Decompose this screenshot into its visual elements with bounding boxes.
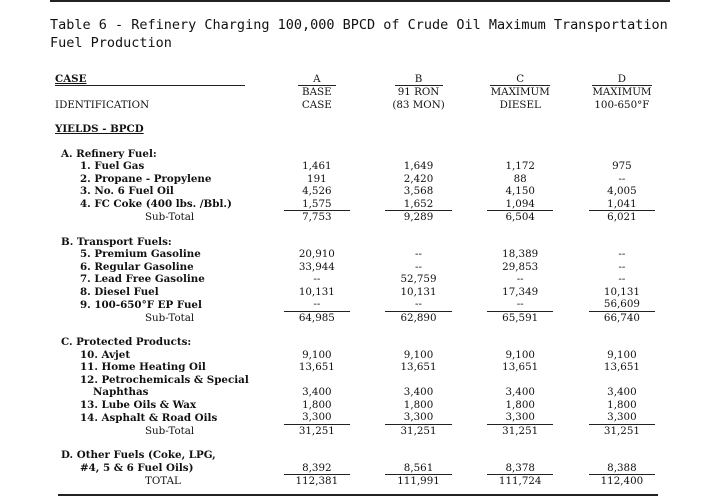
subtotal-cell: 62,890 [400, 311, 437, 324]
cell: 1,575 [284, 198, 350, 211]
subtotal-cell: 31,251 [603, 424, 640, 437]
subtotal-cell: 6,504 [505, 211, 535, 223]
total-cell: 111,724 [498, 475, 542, 487]
row-label: 14. Asphalt & Road Oils [80, 411, 218, 424]
row-label: 2. Propane - Propylene [80, 172, 212, 185]
table-caption [50, 16, 690, 52]
cell: 3,300 [589, 411, 655, 424]
subtotal-cell: 31,251 [298, 424, 335, 437]
total-cell: 112,400 [600, 475, 644, 487]
col-d-line2: 100-650°F [594, 98, 650, 111]
col-b-line2: (83 MON) [392, 98, 445, 111]
col-b-header [385, 62, 451, 86]
cell: -- [516, 273, 524, 285]
cell: 3,400 [607, 386, 637, 398]
cell: 3,400 [505, 386, 535, 398]
cell: 18,389 [502, 248, 539, 260]
table-row [55, 361, 655, 374]
yields-label: YIELDS - BPCD [55, 123, 144, 135]
row-label: 4. FC Coke (400 lbs. /Bbl.) [80, 198, 232, 210]
col-a-letter: A [298, 74, 336, 87]
cell: 8,561 [385, 462, 451, 475]
caption-line-1: Table 6 - Refinery Charging 100,000 BPCD of Crude Oil Maximum Transportation [50, 17, 668, 33]
cell: 2,420 [403, 172, 434, 185]
section-a-title: A. Refinery Fuel: [61, 147, 157, 160]
cell: 3,300 [385, 411, 451, 424]
row-label: 1. Fuel Gas [80, 160, 145, 172]
total-label: TOTAL [145, 475, 181, 487]
table-row [55, 160, 655, 173]
subtotal-label: Sub-Total [145, 211, 195, 223]
cell: 975 [612, 160, 632, 172]
table-row [55, 198, 655, 211]
col-d-header [589, 62, 655, 86]
col-a-line2: CASE [301, 98, 332, 111]
table-row [55, 298, 655, 311]
cell: 1,800 [302, 398, 332, 411]
cell: 8,392 [284, 462, 350, 475]
cell: 8,388 [589, 462, 655, 475]
table-row [55, 173, 655, 186]
subtotal-cell: 7,753 [302, 211, 332, 223]
cell: -- [618, 273, 626, 285]
subtotal-cell: 31,251 [502, 424, 539, 437]
table-row [55, 261, 655, 274]
cell: 13,651 [502, 361, 539, 373]
cell: -- [415, 248, 422, 260]
cell: 4,526 [302, 185, 332, 197]
cell: 1,172 [505, 160, 535, 172]
row-label: 12. Petrochemicals & Special [80, 373, 249, 386]
cell: 3,400 [403, 386, 434, 398]
cell: 1,800 [505, 398, 535, 411]
cell: 1,800 [607, 398, 637, 411]
cell: 13,651 [603, 361, 640, 373]
subtotal-label: Sub-Total [145, 311, 195, 324]
case-label: CASE [55, 73, 245, 87]
col-c-header [487, 62, 553, 86]
refinery-table [55, 62, 655, 488]
cell: 9,100 [302, 348, 332, 361]
header-row-letters [55, 62, 655, 86]
cell: 1,041 [589, 198, 655, 211]
col-c-line2: DIESEL [499, 98, 541, 111]
header-row-line2 [55, 99, 655, 112]
cell: 10,131 [603, 285, 640, 298]
subtotal-row [55, 311, 655, 324]
table-row [55, 399, 655, 412]
cell: 8,378 [487, 462, 553, 475]
col-b-letter: B [395, 74, 443, 87]
cell: -- [618, 248, 626, 260]
row-label: 9. 100-650°F EP Fuel [80, 298, 202, 311]
cell: 1,649 [403, 160, 434, 172]
cell: 56,609 [589, 298, 655, 311]
section-d-title-continued: #4, 5 & 6 Fuel Oils) [80, 462, 194, 474]
cell: -- [385, 298, 451, 311]
col-c-line1: MAXIMUM [490, 86, 550, 98]
table-row [55, 185, 655, 198]
section-c-title-row [55, 336, 655, 349]
row-label: 5. Premium Gasoline [80, 248, 201, 260]
row-label-continued: Naphthas [93, 386, 149, 398]
section-d-title: D. Other Fuels (Coke, LPG, [61, 449, 216, 461]
cell: 4,005 [607, 185, 637, 197]
cell: 3,300 [487, 411, 553, 424]
subtotal-cell: 65,591 [502, 311, 539, 324]
subtotal-label: Sub-Total [145, 424, 195, 437]
cell: 4,150 [505, 185, 535, 197]
cell: 9,100 [505, 348, 535, 361]
cell: 29,853 [502, 260, 539, 273]
cell: 33,944 [298, 260, 335, 273]
row-label: 13. Lube Oils & Wax [80, 398, 197, 411]
cell: -- [415, 260, 422, 273]
cell: 10,131 [400, 285, 437, 298]
subtotal-cell: 31,251 [400, 424, 437, 437]
cell: 3,400 [302, 386, 332, 398]
total-row [55, 475, 655, 488]
cell: -- [284, 298, 350, 311]
total-cell: 111,991 [397, 475, 440, 487]
subtotal-row [55, 424, 655, 437]
cell: 1,652 [385, 198, 451, 211]
table-row [55, 386, 655, 399]
cell: 10,131 [298, 285, 335, 298]
cell: 3,568 [403, 185, 434, 197]
header-row-line1 [55, 86, 655, 99]
col-a-line1: BASE [302, 86, 332, 98]
cell: 1,461 [302, 160, 332, 172]
cell: 13,651 [400, 361, 437, 373]
table-row [55, 411, 655, 424]
section-b-title: B. Transport Fuels: [61, 235, 172, 248]
subtotal-cell: 9,289 [403, 211, 434, 223]
cell: 1,800 [403, 398, 434, 411]
col-b-line1: 91 RON [397, 86, 440, 98]
cell: -- [313, 273, 321, 285]
cell: 13,651 [298, 361, 335, 373]
total-cell: 112,381 [295, 475, 339, 487]
section-b-title-row [55, 236, 655, 249]
row-label: 7. Lead Free Gasoline [80, 273, 205, 285]
row-label: 11. Home Heating Oil [80, 361, 206, 373]
table-row [55, 286, 655, 299]
cell: -- [618, 172, 626, 185]
table-row [55, 349, 655, 362]
cell: 1,094 [487, 198, 553, 211]
cell: 17,349 [502, 285, 539, 298]
table-row [55, 248, 655, 261]
row-label: 3. No. 6 Fuel Oil [80, 185, 174, 197]
caption-line-2: Fuel Production [50, 35, 172, 51]
cell: 52,759 [400, 273, 437, 285]
subtotal-cell: 64,985 [298, 311, 335, 324]
col-d-line1: MAXIMUM [592, 86, 652, 98]
table-row [55, 374, 655, 387]
col-d-letter: D [592, 74, 652, 87]
subtotal-cell: 66,740 [603, 311, 640, 324]
cell: 9,100 [403, 348, 434, 361]
cell: 9,100 [607, 348, 637, 361]
top-rule [50, 0, 670, 2]
row-label: 8. Diesel Fuel [80, 285, 159, 298]
cell: 20,910 [298, 248, 335, 260]
row-label: 10. Avjet [80, 348, 131, 361]
row-label: 6. Regular Gasoline [80, 260, 194, 273]
identification-label: IDENTIFICATION [55, 98, 150, 111]
cell: -- [618, 260, 626, 273]
subtotal-row [55, 211, 655, 224]
cell: -- [487, 298, 553, 311]
bottom-rule [58, 494, 658, 496]
section-a-title-row [55, 148, 655, 161]
section-d-title-row [55, 449, 655, 462]
col-a-header [284, 62, 350, 86]
subtotal-cell: 6,021 [607, 211, 637, 223]
col-c-letter: C [490, 74, 550, 87]
cell: 191 [307, 172, 327, 185]
cell: 3,300 [284, 411, 350, 424]
table-row [55, 273, 655, 286]
cell: 88 [513, 172, 527, 185]
section-c-title: C. Protected Products: [61, 336, 192, 348]
table-row [55, 462, 655, 475]
yields-row [55, 123, 655, 136]
